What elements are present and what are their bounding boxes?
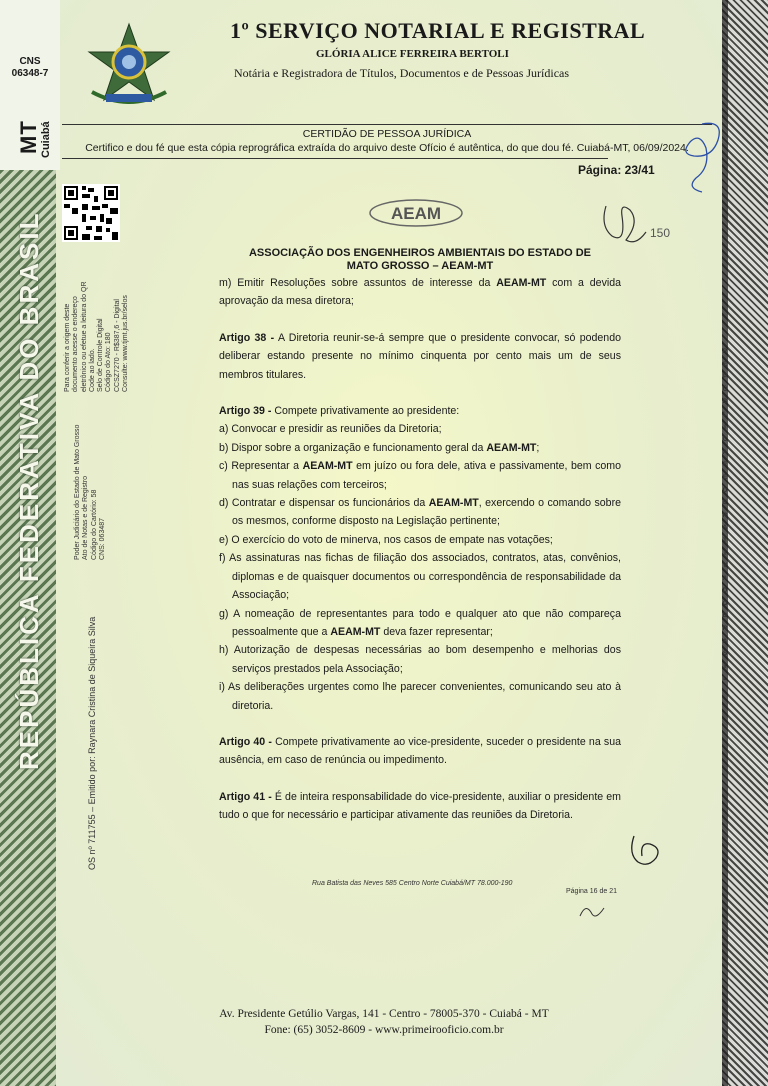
item-d: d) Contratar e dispensar os funcionários da AEAM-MT, exercendo o comando sobre os mesmos, conforme disposto na Legislação pertinente;: [219, 497, 621, 528]
stamp-number: 150: [650, 226, 671, 240]
qr-code-icon[interactable]: [62, 184, 120, 242]
item-b: b) Dispor sobre a organização e funcionamento geral da AEAM-MT;: [219, 441, 540, 454]
state-label: MT: [16, 120, 41, 154]
qr-caption-vertical: Para conferir a origem deste documento acesse o endereço eletrônico ou efetue a leitura do QR Code ao lado. Selo de Controle Digital Código do Ato: 180 CCSZ7270 - R$387,6 - Digital Consulte: www.tjmt.jus.br/selos: [64, 281, 130, 392]
aeam-logo-text: AEAM: [390, 204, 442, 223]
brazil-coat-of-arms-icon: [84, 22, 174, 108]
item-g: g) A nomeação de representantes para todo e qualquer ato que não compareça pessoalmente que a AEAM-MT deva fazer representar;: [219, 607, 621, 638]
certificate-text: Certifico e dou fé que esta cópia reprográfica extraída do arquivo deste Ofício é autêntica, do que dou fé. Cuiabá-MT, 06/09/2024.: [85, 142, 689, 154]
article-40: Artigo 40 - Compete privativamente ao vice-presidente, suceder o presidente na sua ausência, em caso de renúncia ou impedimento.: [219, 735, 621, 767]
signature-blue-icon: [672, 118, 732, 198]
state-city-box: [14, 92, 54, 162]
article-38: Artigo 38 - A Diretoria reunir-se-á sempre que o presidente convocar, só podendo deliberar estando presente no mínimo cinquenta por cento mais um de seus membros titulares.: [219, 331, 621, 381]
certificate-title: CERTIDÃO DE PESSOA JURÍDICA: [302, 128, 472, 140]
item-m: m) Emitir Resoluções sobre assuntos de interesse da AEAM-MT com a devida aprovação da mesa diretora;: [219, 277, 621, 308]
office-contact[interactable]: Fone: (65) 3052-8609 - www.primeirooficio.com.br: [264, 1024, 504, 1036]
signature-small-icon: [576, 900, 608, 922]
aeam-logo: [368, 198, 464, 228]
certificate-page-number: Página: 23/41: [578, 163, 655, 177]
notary-title: 1º SERVIÇO NOTARIAL E REGISTRAL: [230, 18, 646, 43]
city-label: Cuiabá: [40, 121, 52, 158]
item-f: f) As assinaturas nas fichas de filiação dos associados, contratos, atas, convênios, diplomas e de quaisquer documentos ou correspondência de responsabilidade da Associação;: [219, 552, 621, 602]
office-address: Av. Presidente Getúlio Vargas, 141 - Centro - 78005-370 - Cuiabá - MT: [219, 1008, 549, 1020]
signature-initials-icon: [626, 828, 666, 872]
notary-name: GLÓRIA ALICE FERREIRA BERTOLI: [316, 48, 509, 60]
item-e: e) O exercício do voto de minerva, nos casos de empate nas votações;: [219, 533, 553, 546]
notary-subtitle: Notária e Registradora de Títulos, Documentos e de Pessoas Jurídicas: [234, 66, 570, 80]
item-h: h) Autorização de despesas necessárias ao bom desempenho e melhorias dos serviços prestados pela Associação;: [219, 644, 621, 675]
cns-number: 06348-7: [11, 68, 49, 79]
item-c: c) Representar a AEAM-MT em juízo ou fora dele, ativa e passivamente, bem como nas suas relações com terceiros;: [219, 460, 621, 491]
document-title: ASSOCIAÇÃO DOS ENGENHEIROS AMBIENTAIS DO ESTADO DE MATO GROSSO – AEAM-MT: [248, 247, 592, 272]
signature-top-icon: [596, 196, 650, 256]
cns-label: CNS: [19, 56, 41, 67]
item-a: a) Convocar e presidir as reuniões da Diretoria;: [219, 423, 442, 436]
cns-box: [6, 56, 54, 80]
article-41: Artigo 41 - É de inteira responsabilidade do vice-presidente, auxiliar o presidente em tudo o que for necessário e participar ativamente das reuniões da Diretoria.: [219, 790, 621, 822]
document-footer-address: Rua Batista das Neves 585 Centro Norte Cuiabá/MT 78.000-190: [312, 880, 513, 887]
cert-rule-bottom: [62, 158, 608, 159]
emitted-by-vertical: OS nº 711755 – Emitido por: Raynara Cristina de Siqueira Silva: [87, 616, 97, 870]
cert-rule-top: [62, 124, 712, 125]
item-i: i) As deliberações urgentes como lhe parecer convenientes, comunicando seu ato à diretoria.: [219, 681, 621, 712]
article-39: Artigo 39 - Compete privativamente ao presidente:: [219, 405, 460, 418]
judiciary-info-vertical: Poder Judiciário do Estado de Mato Grosso Ato de Notas e de Registro Código do Cartório: 58 CNS: 063487: [74, 424, 106, 560]
document-footer-page: Página 16 de 21: [566, 888, 617, 895]
right-vertical-letters: R E P Ú B L I C A F E D E R A T I V A D O B R A S I L: [722, 348, 728, 683]
republica-vertical-text: REPÚBLICA FEDERATIVA DO BRASIL: [14, 210, 44, 770]
document-body: [219, 274, 621, 825]
